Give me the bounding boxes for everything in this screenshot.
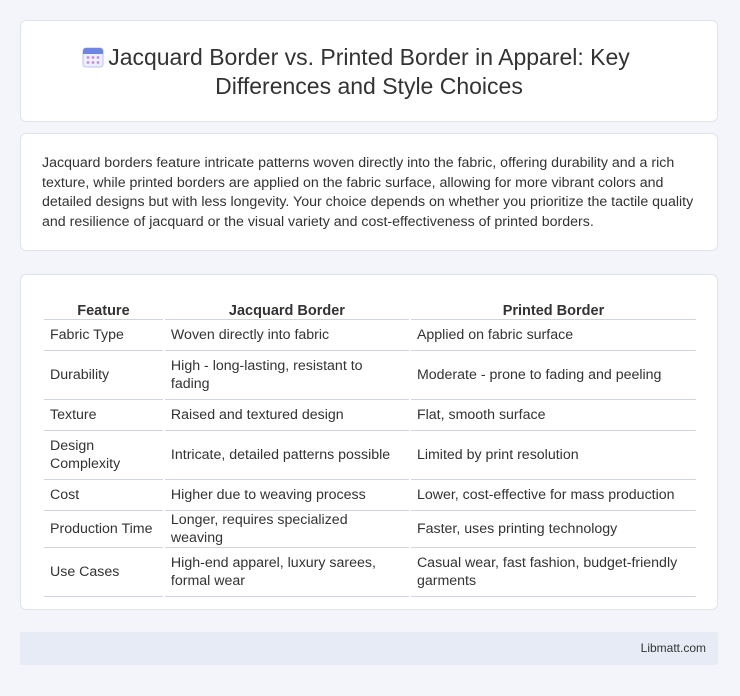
table-row: [44, 480, 696, 511]
table-row: [44, 351, 696, 400]
jacquard-cell: Woven directly into fabric: [165, 320, 409, 351]
jacquard-cell: High - long-lasting, resistant to fading: [165, 351, 409, 400]
jacquard-cell: Intricate, detailed patterns possible: [165, 431, 409, 480]
summary-card: [20, 133, 718, 251]
feature-cell: Fabric Type: [44, 320, 163, 351]
table-row: [44, 400, 696, 431]
printed-cell: Moderate - prone to fading and peeling: [411, 351, 696, 400]
table-row: [44, 511, 696, 548]
jacquard-cell: Raised and textured design: [165, 400, 409, 431]
printed-cell: Applied on fabric surface: [411, 320, 696, 351]
table-row: [44, 320, 696, 351]
title-card: [20, 20, 718, 122]
comparison-table-card: [20, 274, 718, 610]
printed-cell: Faster, uses printing technology: [411, 511, 696, 548]
column-header-feature: Feature: [44, 297, 163, 320]
feature-cell: Texture: [44, 400, 163, 431]
page-title: Jacquard Border vs. Printed Border in Apparel: Key Differences and Style Choices: [108, 44, 630, 99]
footer: [20, 632, 718, 665]
table-row: [44, 548, 696, 597]
jacquard-cell: High-end apparel, luxury sarees, formal wear: [165, 548, 409, 597]
printed-cell: Limited by print resolution: [411, 431, 696, 480]
feature-cell: Design Complexity: [44, 431, 163, 480]
comparison-table: [42, 297, 698, 597]
printed-cell: Casual wear, fast fashion, budget-friendly garments: [411, 548, 696, 597]
summary-text: Jacquard borders feature intricate patterns woven directly into the fabric, offering durability and a rich texture, while printed borders are applied on the fabric surface, allowing for more vibrant colors and detailed designs but with less longevity. Your choice depends on whether you prioritize the tactile quality and resilience of jacquard or the visual variety and cost-effectiveness of printed borders.: [42, 155, 694, 230]
feature-cell: Durability: [44, 351, 163, 400]
jacquard-cell: Higher due to weaving process: [165, 480, 409, 511]
table-row: [44, 431, 696, 480]
feature-cell: Use Cases: [44, 548, 163, 597]
column-header-jacquard: Jacquard Border: [165, 297, 409, 320]
printed-cell: Lower, cost-effective for mass production: [411, 480, 696, 511]
printed-cell: Flat, smooth surface: [411, 400, 696, 431]
footer-site-link[interactable]: Libmatt.com: [640, 641, 706, 655]
feature-cell: Production Time: [44, 511, 163, 548]
table-header-row: [44, 297, 696, 320]
jacquard-cell: Longer, requires specialized weaving: [165, 511, 409, 548]
feature-cell: Cost: [44, 480, 163, 511]
column-header-printed: Printed Border: [411, 297, 696, 320]
